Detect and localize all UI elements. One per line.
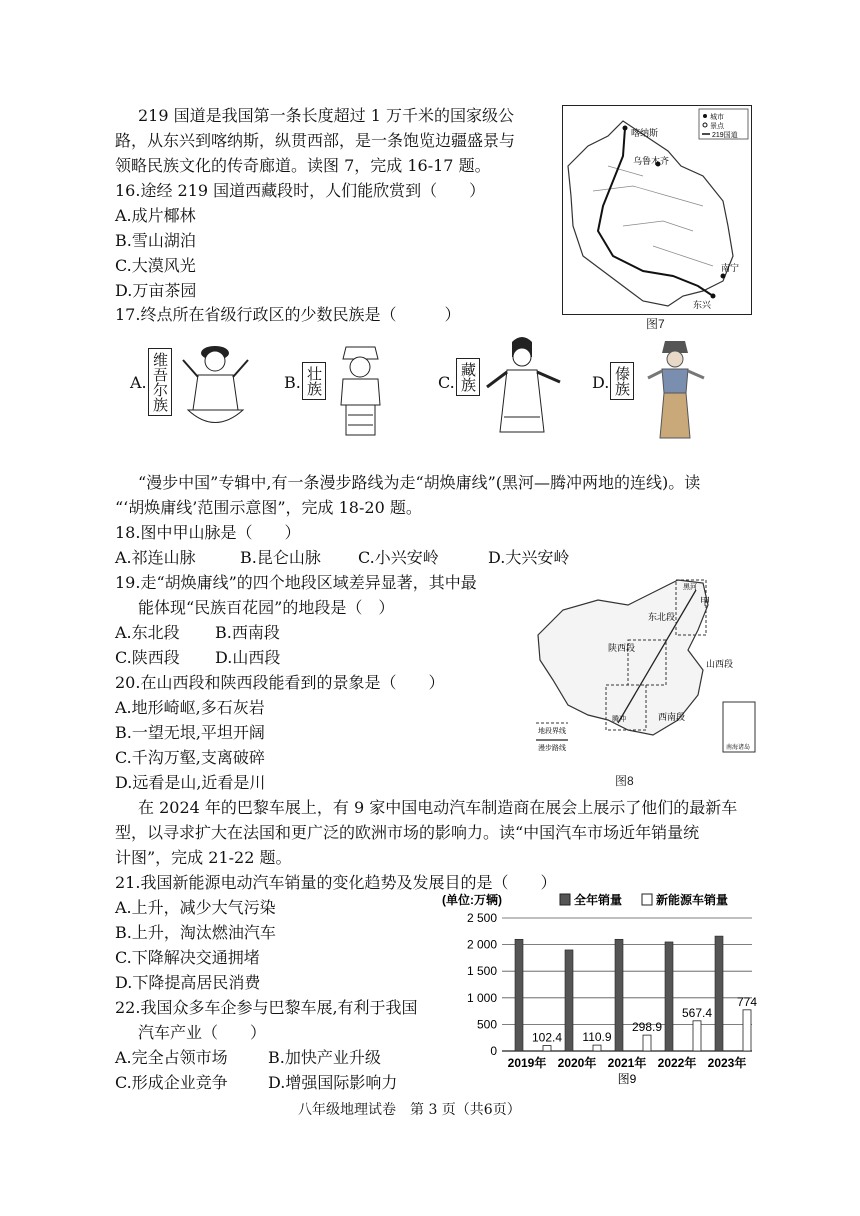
q18-option-b[interactable]: B.昆仑山脉 [240, 548, 321, 567]
figure-8-huhuanyong-map [528, 575, 768, 765]
legend-city-icon [703, 114, 707, 118]
bar-nev-sales [643, 1035, 651, 1051]
q19-option-a[interactable]: A.东北段 [115, 623, 180, 642]
q22-option-d[interactable]: D.增强国际影响力 [268, 1073, 398, 1092]
q21-option-b[interactable]: B.上升，淘汰燃油汽车 [115, 923, 276, 942]
question-18-stem: 18.图中甲山脉是（ ） [115, 523, 301, 542]
question-22-stem-line1: 22.我国众多车企参与巴黎车展,有利于我国 [115, 998, 418, 1017]
y-tick-label: 500 [476, 1017, 497, 1032]
legend-city: 城市 [710, 114, 724, 121]
y-tick-label: 1 500 [466, 964, 497, 979]
nev-data-label: 298.9 [631, 1020, 663, 1035]
intro-fig8-line2: “‘胡焕庸线’范围示意图”，完成 18-20 题。 [115, 498, 422, 517]
intro-fig8-line1: “漫步中国”专辑中,有一条漫步路线为走“胡焕庸线”(黑河—腾冲两地的连线)。读 [138, 473, 701, 492]
start-label: 喀纳斯 [631, 128, 659, 138]
q20-option-d[interactable]: D.远看是山,近看是川 [115, 773, 266, 792]
q22-option-b[interactable]: B.加快产业升级 [268, 1048, 381, 1067]
route-219-line [598, 128, 713, 296]
question-20-stem: 20.在山西段和陕西段能看到的景象是（ ） [115, 673, 445, 692]
legend-boundary: 地段界线 [538, 728, 566, 735]
q21-option-c[interactable]: C.下降解决交通拥堵 [115, 948, 260, 967]
figure-8-caption: 图8 [615, 774, 634, 788]
end-point-dot [711, 294, 716, 299]
q21-option-d[interactable]: D.下降提高居民消费 [115, 973, 261, 992]
x-tick-label: 2022年 [657, 1056, 697, 1070]
legend-road: 219国道 [712, 132, 738, 139]
q16-option-d[interactable]: D.万亩茶园 [115, 281, 197, 300]
q17-option-c-label: 藏族 [456, 358, 480, 396]
southwest-segment-label: 西南段 [658, 712, 686, 722]
bar-total-sales [515, 939, 523, 1051]
intro-fig9-line1: 在 2024 年的巴黎车展上，有 9 家中国电动汽车制造商在展会上展示了他们的最新车 [138, 798, 738, 817]
figure-7-caption: 图7 [646, 317, 665, 331]
bar-nev-sales [743, 1010, 751, 1051]
y-tick-label: 1 000 [466, 990, 497, 1005]
china-west-map [563, 106, 751, 314]
q19-option-c[interactable]: C.陕西段 [115, 648, 180, 667]
question-22-stem-line2: 汽车产业（ ） [138, 1023, 267, 1042]
inset-label: 南海诸岛 [726, 745, 751, 751]
q19-option-d[interactable]: D.山西段 [215, 648, 281, 667]
dai-figure-image [640, 333, 710, 443]
q18-option-d[interactable]: D.大兴安岭 [488, 548, 570, 567]
q20-option-c[interactable]: C.千沟万壑,支离破碎 [115, 748, 265, 767]
x-tick-label: 2020年 [557, 1056, 597, 1070]
legend-label-nev: 新能源车销量 [656, 893, 729, 907]
bar-nev-sales [693, 1021, 701, 1051]
intro-fig9-line2: 型，以寻求扩大在法国和更广泛的欧洲市场的影响力。读“中国汽车市场近年销量统 [115, 823, 700, 842]
q16-option-b[interactable]: B.雪山湖泊 [115, 231, 196, 250]
y-tick-label: 0 [490, 1044, 497, 1058]
y-tick-label: 2 500 [466, 911, 497, 925]
start-point-dot [623, 126, 628, 131]
bar-nev-sales [593, 1045, 601, 1051]
figure-7-map [562, 105, 752, 315]
nev-data-label: 102.4 [531, 1030, 563, 1045]
legend-spot: 景点 [710, 123, 724, 130]
question-19-stem-line1: 19.走“胡焕庸线”的四个地段区域差异显著，其中最 [115, 573, 477, 592]
uyghur-figure-image [178, 335, 253, 440]
x-tick-label: 2023年 [707, 1056, 747, 1070]
figure-9-sales-chart [440, 888, 760, 1098]
question-17-stem: 17.终点所在省级行政区的少数民族是（ ） [115, 305, 461, 324]
q17-option-c-letter[interactable]: C. [438, 373, 455, 392]
end-label: 东兴 [693, 300, 712, 310]
nev-data-label: 567.4 [681, 1005, 713, 1020]
y-tick-label: 2 000 [466, 937, 497, 952]
bar-total-sales [565, 950, 573, 1051]
tengchong-label: 腾冲 [612, 716, 626, 723]
jia-label: 甲 [700, 597, 710, 608]
nanning-dot [721, 274, 726, 279]
q18-option-c[interactable]: C.小兴安岭 [358, 548, 439, 567]
question-19-stem-line2: 能体现“民族百花园”的地段是（ ） [138, 598, 395, 617]
q16-option-c[interactable]: C.大漠风光 [115, 256, 196, 275]
nev-data-label: 110.9 [582, 1030, 612, 1045]
question-16-stem: 16.途经 219 国道西藏段时，人们能欣赏到（ ） [115, 181, 486, 200]
bar-total-sales [665, 942, 673, 1051]
intro-fig7-line1: 219 国道是我国第一条长度超过 1 万千米的国家级公 [138, 106, 514, 125]
q17-option-a-letter[interactable]: A. [130, 373, 147, 392]
q21-option-a[interactable]: A.上升，减少大气污染 [115, 898, 276, 917]
heihe-label: 黑河 [683, 584, 697, 591]
q17-option-b-letter[interactable]: B. [284, 373, 301, 392]
question-21-stem: 21.我国新能源电动汽车销量的变化趋势及发展目的是（ ） [115, 873, 557, 892]
intro-fig9-line3: 计图”，完成 21-22 题。 [115, 848, 292, 867]
nev-data-label: 774 [736, 994, 758, 1009]
q20-option-b[interactable]: B.一望无垠,平坦开阔 [115, 723, 265, 742]
legend-label-total: 全年销量 [574, 893, 623, 907]
bar-total-sales [615, 939, 623, 1051]
urumqi-label: 乌鲁木齐 [633, 156, 670, 166]
bar-total-sales [715, 936, 723, 1051]
shaanxi-segment-label: 陕西段 [608, 643, 636, 653]
q18-option-a[interactable]: A.祁连山脉 [115, 548, 196, 567]
legend-route: 漫步路线 [538, 745, 566, 752]
q22-option-a[interactable]: A.完全占领市场 [115, 1048, 228, 1067]
intro-fig7-line3: 领略民族文化的传奇廊道。读图 7，完成 16-17 题。 [115, 156, 491, 175]
region-outline [568, 121, 733, 306]
zhuang-figure-image [328, 335, 393, 440]
bar-nev-sales [543, 1046, 551, 1051]
q22-option-c[interactable]: C.形成企业竞争 [115, 1073, 228, 1092]
q19-option-b[interactable]: B.西南段 [215, 623, 280, 642]
q17-option-d-letter[interactable]: D. [592, 373, 610, 392]
q17-option-d-label: 傣族 [610, 362, 634, 400]
q17-option-b-label: 壮族 [302, 362, 326, 400]
q20-option-a[interactable]: A.地形崎岖,多石灰岩 [115, 698, 265, 717]
y-unit-label: (单位:万辆) [442, 893, 502, 907]
legend-swatch-nev [642, 894, 652, 905]
tibetan-figure-image [482, 332, 562, 442]
x-tick-label: 2021年 [607, 1056, 647, 1070]
shanxi-segment-label: 山西段 [706, 659, 734, 669]
intro-fig7-line2: 路，从东兴到喀纳斯，纵贯西部，是一条饱览边疆盛景与 [115, 131, 516, 150]
x-tick-label: 2019年 [507, 1056, 547, 1070]
q16-option-a[interactable]: A.成片椰林 [115, 206, 196, 225]
nanning-label: 南宁 [721, 263, 740, 273]
northeast-segment-label: 东北段 [648, 612, 676, 622]
page-footer: 八年级地理试卷 第 3 页（共6页） [298, 1102, 521, 1118]
q17-option-a-label: 维吾尔族 [148, 348, 172, 416]
legend-swatch-total [560, 894, 570, 905]
figure-9-caption: 图9 [617, 1072, 637, 1086]
